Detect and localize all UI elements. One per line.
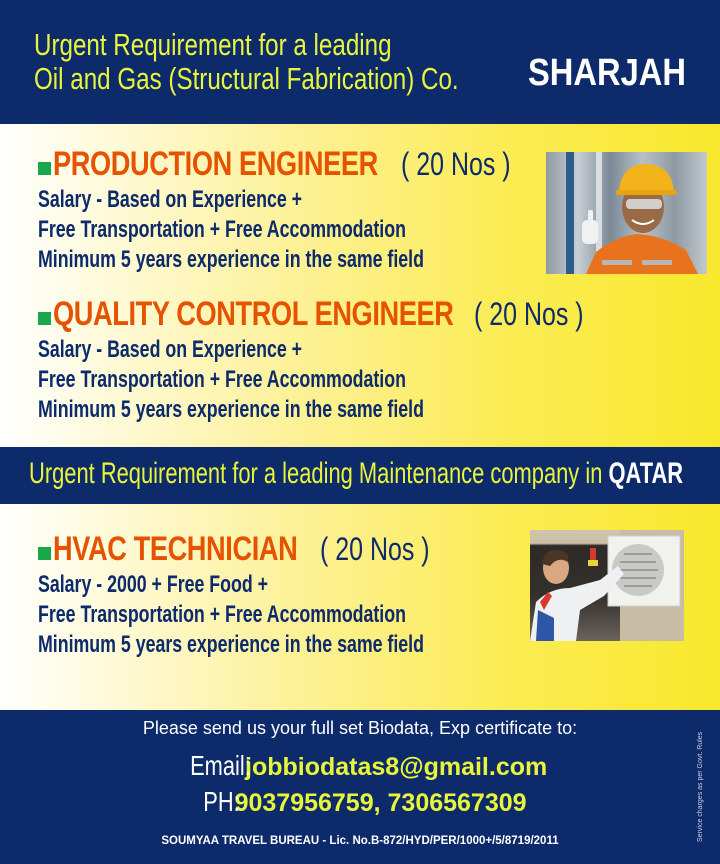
- headline-line-1: Urgent Requirement for a leading: [34, 27, 392, 62]
- phone-numbers[interactable]: 9037956759, 7306567309: [234, 789, 527, 817]
- bullet-square-icon: [38, 162, 51, 175]
- job-experience: Minimum 5 years experience in the same field: [38, 246, 424, 273]
- qatar-banner-text: [29, 457, 683, 491]
- service-charges-note: Service charges as per Govt. Rules: [697, 731, 704, 842]
- engineer-illustration-icon: [546, 152, 707, 274]
- job-benefits: Free Transportation + Free Accommodation: [38, 216, 406, 243]
- job-salary: Salary - Based on Experience +: [38, 186, 303, 213]
- phone-label: PH:: [203, 786, 241, 817]
- location-qatar: QATAR: [608, 457, 684, 490]
- email-label: Email:: [189, 750, 251, 781]
- contact-footer: [0, 710, 720, 864]
- email-link[interactable]: jobbiodatas8@gmail.com: [245, 753, 548, 781]
- job-title: HVAC TECHNICIAN: [53, 529, 298, 568]
- job-count: ( 20 Nos ): [401, 145, 511, 182]
- engineer-photo: [546, 152, 707, 274]
- job-title: QUALITY CONTROL ENGINEER: [53, 294, 454, 333]
- license-info: SOUMYAA TRAVEL BUREAU - Lic. No.B-872/HYD/PER/1000+/5/8719/2011: [161, 835, 559, 847]
- hvac-illustration-icon: [530, 530, 684, 641]
- qatar-banner-headline: Urgent Requirement for a leading Maintenance company in: [29, 457, 609, 490]
- job-count: ( 20 Nos ): [473, 295, 584, 332]
- headline-line-2: Oil and Gas (Structural Fabrication) Co.: [34, 61, 459, 96]
- bullet-square-icon: [38, 547, 51, 560]
- job-experience: Minimum 5 years experience in the same field: [38, 631, 424, 658]
- job-hvac-technician: [38, 527, 560, 660]
- header-headline: [34, 28, 459, 96]
- job-count: ( 20 Nos ): [320, 530, 431, 567]
- job-benefits: Free Transportation + Free Accommodation: [38, 366, 406, 393]
- job-experience: Minimum 5 years experience in the same field: [38, 396, 424, 423]
- hvac-technician-photo: [530, 530, 684, 641]
- top-banner: [0, 0, 720, 124]
- qatar-banner: [0, 447, 720, 504]
- location-sharjah: SHARJAH: [528, 52, 686, 94]
- job-title: PRODUCTION ENGINEER: [53, 144, 378, 183]
- job-benefits: Free Transportation + Free Accommodation: [38, 601, 406, 628]
- job-quality-control-engineer: [38, 292, 614, 425]
- job-salary: Salary - 2000 + Free Food +: [38, 571, 269, 598]
- job-salary: Salary - Based on Experience +: [38, 336, 303, 363]
- phone-row: [0, 786, 720, 818]
- contact-instruction: Please send us your full set Biodata, Exp certificate to:: [142, 718, 578, 738]
- job-production-engineer: [38, 142, 560, 275]
- email-row: [0, 750, 720, 782]
- bullet-square-icon: [38, 312, 51, 325]
